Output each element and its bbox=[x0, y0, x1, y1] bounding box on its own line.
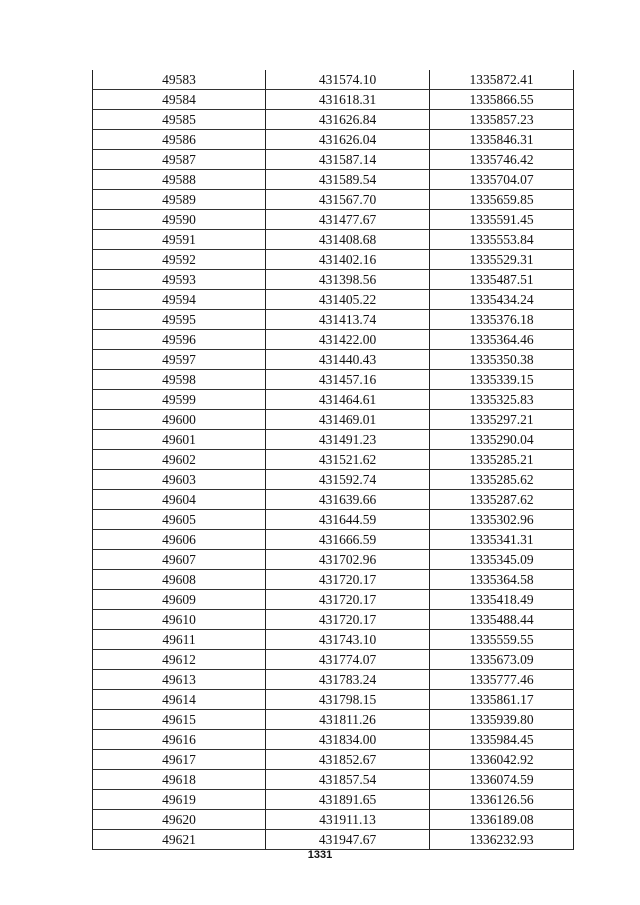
x-coordinate-cell: 431626.84 bbox=[266, 110, 430, 130]
table-row bbox=[93, 410, 574, 430]
y-coordinate-cell: 1335529.31 bbox=[430, 250, 574, 270]
y-coordinate-cell: 1336189.08 bbox=[430, 810, 574, 830]
y-coordinate-cell: 1336232.93 bbox=[430, 830, 574, 850]
x-coordinate-cell: 431491.23 bbox=[266, 430, 430, 450]
table-row bbox=[93, 590, 574, 610]
point-id-cell: 49589 bbox=[93, 190, 266, 210]
x-coordinate-cell: 431440.43 bbox=[266, 350, 430, 370]
point-id-cell: 49607 bbox=[93, 550, 266, 570]
table-row bbox=[93, 250, 574, 270]
x-coordinate-cell: 431457.16 bbox=[266, 370, 430, 390]
point-id-cell: 49603 bbox=[93, 470, 266, 490]
table-row bbox=[93, 230, 574, 250]
x-coordinate-cell: 431413.74 bbox=[266, 310, 430, 330]
point-id-cell: 49598 bbox=[93, 370, 266, 390]
point-id-cell: 49594 bbox=[93, 290, 266, 310]
table-row bbox=[93, 610, 574, 630]
table-row bbox=[93, 550, 574, 570]
y-coordinate-cell: 1335350.38 bbox=[430, 350, 574, 370]
y-coordinate-cell: 1335857.23 bbox=[430, 110, 574, 130]
table-row bbox=[93, 830, 574, 850]
coordinates-table-body bbox=[93, 70, 574, 850]
x-coordinate-cell: 431618.31 bbox=[266, 90, 430, 110]
x-coordinate-cell: 431422.00 bbox=[266, 330, 430, 350]
x-coordinate-cell: 431666.59 bbox=[266, 530, 430, 550]
table-row bbox=[93, 390, 574, 410]
point-id-cell: 49613 bbox=[93, 670, 266, 690]
table-row bbox=[93, 310, 574, 330]
x-coordinate-cell: 431743.10 bbox=[266, 630, 430, 650]
x-coordinate-cell: 431798.15 bbox=[266, 690, 430, 710]
y-coordinate-cell: 1335364.58 bbox=[430, 570, 574, 590]
x-coordinate-cell: 431774.07 bbox=[266, 650, 430, 670]
point-id-cell: 49593 bbox=[93, 270, 266, 290]
x-coordinate-cell: 431720.17 bbox=[266, 570, 430, 590]
y-coordinate-cell: 1335297.21 bbox=[430, 410, 574, 430]
y-coordinate-cell: 1335939.80 bbox=[430, 710, 574, 730]
x-coordinate-cell: 431911.13 bbox=[266, 810, 430, 830]
point-id-cell: 49619 bbox=[93, 790, 266, 810]
x-coordinate-cell: 431408.68 bbox=[266, 230, 430, 250]
y-coordinate-cell: 1335704.07 bbox=[430, 170, 574, 190]
point-id-cell: 49599 bbox=[93, 390, 266, 410]
x-coordinate-cell: 431702.96 bbox=[266, 550, 430, 570]
point-id-cell: 49591 bbox=[93, 230, 266, 250]
x-coordinate-cell: 431464.61 bbox=[266, 390, 430, 410]
x-coordinate-cell: 431857.54 bbox=[266, 770, 430, 790]
table-row bbox=[93, 190, 574, 210]
x-coordinate-cell: 431587.14 bbox=[266, 150, 430, 170]
y-coordinate-cell: 1335746.42 bbox=[430, 150, 574, 170]
point-id-cell: 49597 bbox=[93, 350, 266, 370]
y-coordinate-cell: 1335559.55 bbox=[430, 630, 574, 650]
page-number: 1331 bbox=[307, 849, 333, 861]
y-coordinate-cell: 1335376.18 bbox=[430, 310, 574, 330]
y-coordinate-cell: 1335339.15 bbox=[430, 370, 574, 390]
table-row bbox=[93, 630, 574, 650]
y-coordinate-cell: 1335287.62 bbox=[430, 490, 574, 510]
table-row bbox=[93, 330, 574, 350]
y-coordinate-cell: 1335285.62 bbox=[430, 470, 574, 490]
table-row bbox=[93, 170, 574, 190]
table-row bbox=[93, 110, 574, 130]
y-coordinate-cell: 1335984.45 bbox=[430, 730, 574, 750]
point-id-cell: 49595 bbox=[93, 310, 266, 330]
point-id-cell: 49610 bbox=[93, 610, 266, 630]
point-id-cell: 49609 bbox=[93, 590, 266, 610]
y-coordinate-cell: 1336042.92 bbox=[430, 750, 574, 770]
y-coordinate-cell: 1335487.51 bbox=[430, 270, 574, 290]
table-row bbox=[93, 650, 574, 670]
x-coordinate-cell: 431639.66 bbox=[266, 490, 430, 510]
table-row bbox=[93, 210, 574, 230]
table-row bbox=[93, 350, 574, 370]
point-id-cell: 49620 bbox=[93, 810, 266, 830]
point-id-cell: 49606 bbox=[93, 530, 266, 550]
y-coordinate-cell: 1335872.41 bbox=[430, 70, 574, 90]
y-coordinate-cell: 1335846.31 bbox=[430, 130, 574, 150]
x-coordinate-cell: 431783.24 bbox=[266, 670, 430, 690]
y-coordinate-cell: 1335673.09 bbox=[430, 650, 574, 670]
table-row bbox=[93, 470, 574, 490]
point-id-cell: 49585 bbox=[93, 110, 266, 130]
y-coordinate-cell: 1335866.55 bbox=[430, 90, 574, 110]
point-id-cell: 49588 bbox=[93, 170, 266, 190]
x-coordinate-cell: 431720.17 bbox=[266, 610, 430, 630]
y-coordinate-cell: 1335591.45 bbox=[430, 210, 574, 230]
y-coordinate-cell: 1335285.21 bbox=[430, 450, 574, 470]
point-id-cell: 49600 bbox=[93, 410, 266, 430]
x-coordinate-cell: 431626.04 bbox=[266, 130, 430, 150]
x-coordinate-cell: 431811.26 bbox=[266, 710, 430, 730]
point-id-cell: 49596 bbox=[93, 330, 266, 350]
x-coordinate-cell: 431644.59 bbox=[266, 510, 430, 530]
table-row bbox=[93, 570, 574, 590]
point-id-cell: 49586 bbox=[93, 130, 266, 150]
point-id-cell: 49616 bbox=[93, 730, 266, 750]
point-id-cell: 49608 bbox=[93, 570, 266, 590]
x-coordinate-cell: 431720.17 bbox=[266, 590, 430, 610]
y-coordinate-cell: 1335345.09 bbox=[430, 550, 574, 570]
table-row bbox=[93, 370, 574, 390]
table-row bbox=[93, 790, 574, 810]
point-id-cell: 49618 bbox=[93, 770, 266, 790]
table-row bbox=[93, 130, 574, 150]
table-row bbox=[93, 810, 574, 830]
x-coordinate-cell: 431567.70 bbox=[266, 190, 430, 210]
table-row bbox=[93, 90, 574, 110]
x-coordinate-cell: 431834.00 bbox=[266, 730, 430, 750]
x-coordinate-cell: 431592.74 bbox=[266, 470, 430, 490]
y-coordinate-cell: 1335341.31 bbox=[430, 530, 574, 550]
y-coordinate-cell: 1335418.49 bbox=[430, 590, 574, 610]
point-id-cell: 49617 bbox=[93, 750, 266, 770]
y-coordinate-cell: 1335325.83 bbox=[430, 390, 574, 410]
point-id-cell: 49615 bbox=[93, 710, 266, 730]
table-row bbox=[93, 770, 574, 790]
point-id-cell: 49605 bbox=[93, 510, 266, 530]
y-coordinate-cell: 1335777.46 bbox=[430, 670, 574, 690]
y-coordinate-cell: 1336126.56 bbox=[430, 790, 574, 810]
table-row bbox=[93, 450, 574, 470]
x-coordinate-cell: 431521.62 bbox=[266, 450, 430, 470]
point-id-cell: 49590 bbox=[93, 210, 266, 230]
table-row bbox=[93, 490, 574, 510]
x-coordinate-cell: 431402.16 bbox=[266, 250, 430, 270]
y-coordinate-cell: 1335290.04 bbox=[430, 430, 574, 450]
y-coordinate-cell: 1335364.46 bbox=[430, 330, 574, 350]
x-coordinate-cell: 431398.56 bbox=[266, 270, 430, 290]
table-row bbox=[93, 710, 574, 730]
x-coordinate-cell: 431947.67 bbox=[266, 830, 430, 850]
table-row bbox=[93, 430, 574, 450]
point-id-cell: 49602 bbox=[93, 450, 266, 470]
table-row bbox=[93, 270, 574, 290]
point-id-cell: 49621 bbox=[93, 830, 266, 850]
table-row bbox=[93, 70, 574, 90]
table-row bbox=[93, 150, 574, 170]
table-row bbox=[93, 690, 574, 710]
x-coordinate-cell: 431589.54 bbox=[266, 170, 430, 190]
y-coordinate-cell: 1335659.85 bbox=[430, 190, 574, 210]
point-id-cell: 49587 bbox=[93, 150, 266, 170]
table-row bbox=[93, 510, 574, 530]
x-coordinate-cell: 431852.67 bbox=[266, 750, 430, 770]
x-coordinate-cell: 431477.67 bbox=[266, 210, 430, 230]
y-coordinate-cell: 1335488.44 bbox=[430, 610, 574, 630]
point-id-cell: 49601 bbox=[93, 430, 266, 450]
point-id-cell: 49584 bbox=[93, 90, 266, 110]
table-row bbox=[93, 750, 574, 770]
point-id-cell: 49592 bbox=[93, 250, 266, 270]
y-coordinate-cell: 1335861.17 bbox=[430, 690, 574, 710]
coordinates-table bbox=[92, 70, 574, 850]
x-coordinate-cell: 431891.65 bbox=[266, 790, 430, 810]
point-id-cell: 49614 bbox=[93, 690, 266, 710]
x-coordinate-cell: 431405.22 bbox=[266, 290, 430, 310]
y-coordinate-cell: 1336074.59 bbox=[430, 770, 574, 790]
point-id-cell: 49612 bbox=[93, 650, 266, 670]
x-coordinate-cell: 431574.10 bbox=[266, 70, 430, 90]
y-coordinate-cell: 1335302.96 bbox=[430, 510, 574, 530]
table-row bbox=[93, 670, 574, 690]
x-coordinate-cell: 431469.01 bbox=[266, 410, 430, 430]
table-row bbox=[93, 530, 574, 550]
point-id-cell: 49604 bbox=[93, 490, 266, 510]
y-coordinate-cell: 1335553.84 bbox=[430, 230, 574, 250]
y-coordinate-cell: 1335434.24 bbox=[430, 290, 574, 310]
point-id-cell: 49583 bbox=[93, 70, 266, 90]
point-id-cell: 49611 bbox=[93, 630, 266, 650]
table-row bbox=[93, 730, 574, 750]
table-row bbox=[93, 290, 574, 310]
